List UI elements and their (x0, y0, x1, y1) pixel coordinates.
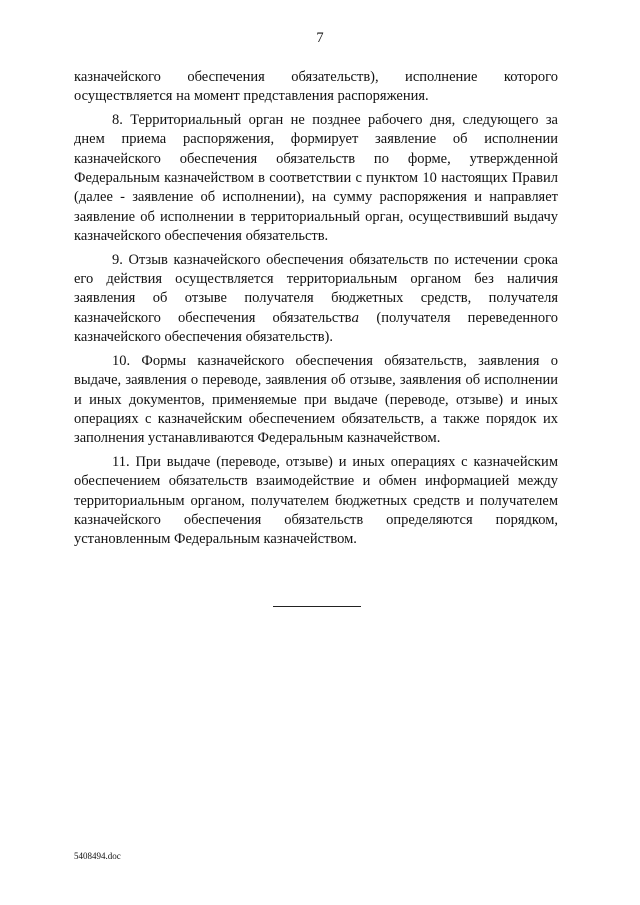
paragraph-8: 8. Территориальный орган не позднее рабочего дня, следующего за днем приема распоряжения, формирует заявление об исполнении казначейского обеспечения обязательств по форме, утвержденной Федеральным казначейством в соответствии с пунктом 10 настоящих Правил (далее - заявление об исполнении), на сумму распоряжения и направляет заявление об исполнении в территориальный орган, осуществивший выдачу казначейского обеспечения обязательств. (74, 111, 558, 245)
paragraph-9-text-after: (получателя переведенного казначейского обеспечения обязательств). (74, 309, 558, 346)
document-file-code: 5408494.doc (74, 851, 121, 861)
paragraph-9-text-before: 9. Отзыв казначейского обеспечения обязательств по истечении срока его действия осуществляется территориальным органом без наличия заявления об отзыве получателя бюджетных средств, получателя казначейского обеспечения обязательств (74, 251, 558, 326)
page-number: 7 (316, 30, 324, 46)
handwritten-correction-mark: а (351, 310, 360, 326)
paragraph-9 (74, 251, 558, 348)
paragraph-10: 10. Формы казначейского обеспечения обязательств, заявления о выдаче, заявления о переводе, заявления об отзыве, заявления об исполнении и иных документов, применяемые при выдаче (переводе, отзыве) и иных операциях с казначейским обеспечением обязательств, а также порядок их заполнения устанавливаются Федеральным казначейством. (74, 352, 558, 447)
end-separator-line (273, 606, 361, 607)
paragraph-continuation: казначейского обеспечения обязательств), исполнение которого осуществляется на момент представления распоряжения. (74, 69, 558, 105)
document-body (74, 68, 558, 554)
paragraph-11: 11. При выдаче (переводе, отзыве) и иных операциях с казначейским обеспечением обязательств взаимодействие и обмен информацией между территориальным органом, получателем бюджетных средств и получателем казначейского обеспечения обязательств определяются порядком, установленным Федеральным казначейством. (74, 453, 558, 548)
